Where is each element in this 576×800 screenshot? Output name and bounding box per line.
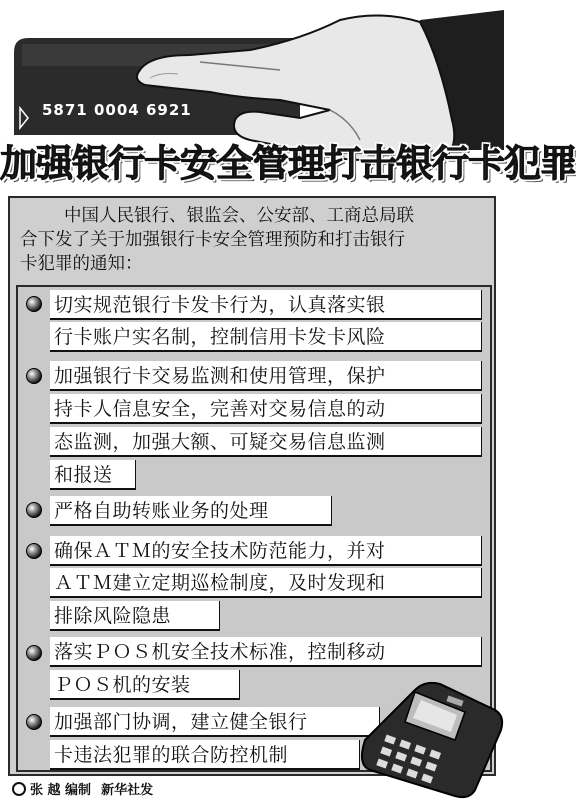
bullet-icon — [26, 502, 42, 518]
list-item-line: ＡＴＭ建立定期巡检制度，及时发现和 — [50, 568, 482, 598]
bullet-icon — [26, 645, 42, 661]
list-item-line: ＰＯＳ机的安装 — [50, 670, 240, 700]
intro-line: 卡犯罪的通知： — [20, 254, 143, 274]
author-credit: 张 越 编制 — [30, 783, 92, 798]
bullet-icon — [26, 714, 42, 730]
list-item-line: 切实规范银行卡发卡行为，认真落实银 — [50, 290, 482, 320]
card-number: 5871 0004 6921 — [42, 101, 192, 119]
list-item-line: 加强部门协调，建立健全银行 — [50, 707, 380, 737]
list-item-line: 严格自助转账业务的处理 — [50, 496, 332, 526]
list-item-line: 态监测，加强大额、可疑交易信息监测 — [50, 427, 482, 457]
list-item-line: 落实ＰＯＳ机安全技术标准，控制移动 — [50, 637, 482, 667]
intro-line: 合下发了关于加强银行卡安全管理预防和打击银行 — [20, 230, 405, 250]
list-item-line: 加强银行卡交易监测和使用管理，保护 — [50, 361, 482, 391]
list-item-line: 行卡账户实名制，控制信用卡发卡风险 — [50, 322, 482, 352]
list-item-line: 持卡人信息安全，完善对交易信息的动 — [50, 394, 482, 424]
list-item-line: 和报送 — [50, 460, 136, 490]
bullet-icon — [26, 296, 42, 312]
intro-paragraph — [20, 204, 494, 276]
list-item-line: 排除风险隐患 — [50, 601, 220, 631]
list-item-line: 卡违法犯罪的联合防控机制 — [50, 740, 360, 770]
bullet-icon — [26, 368, 42, 384]
pos-terminal-icon — [355, 670, 505, 800]
bullet-icon — [26, 543, 42, 559]
list-item-line: 确保ＡＴＭ的安全技术防范能力，并对 — [50, 536, 482, 566]
intro-line: 中国人民银行、银监会、公安部、工商总局联 — [64, 206, 414, 226]
credit-line — [12, 779, 163, 799]
page-title: 加强银行卡安全管理打击银行卡犯罪 — [0, 142, 576, 185]
agency-credit: 新华社发 — [101, 783, 154, 798]
xinhua-logo-icon — [12, 782, 26, 796]
